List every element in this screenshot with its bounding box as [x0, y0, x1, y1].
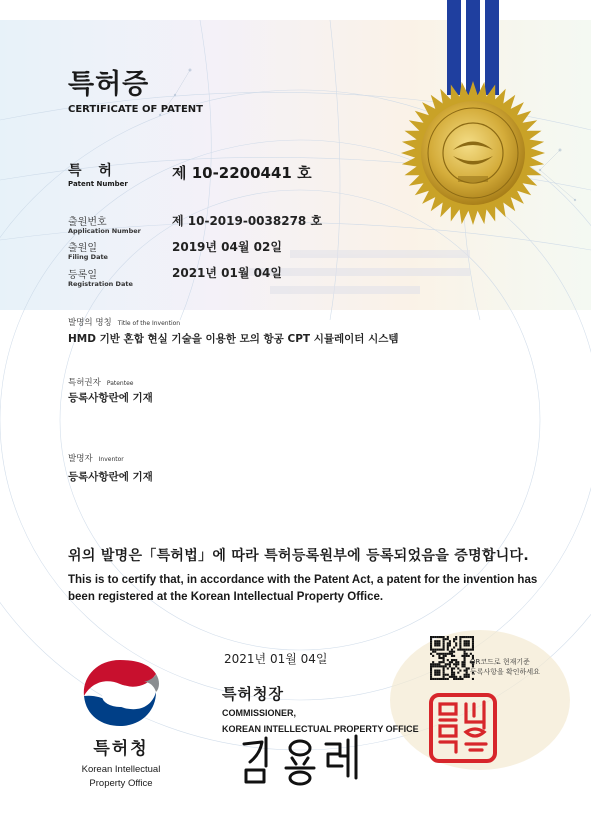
kipo-logo-icon	[72, 656, 168, 730]
certification-statement-en: This is to certify that, in accordance with the Patent Act, a patent for the invention has been registered at the Korean Intellectual Property Office.	[68, 574, 538, 603]
patent-number-label-en: Patent Number	[68, 180, 128, 188]
qr-note-line2: 등록사항을 확인하세요	[470, 668, 540, 676]
invention-title-value: HMD 기반 혼합 현실 기술을 이용한 모의 항공 CPT 시뮬레이터 시스템	[68, 333, 399, 345]
invention-title-label-en: Title of the Invention	[117, 320, 181, 327]
inventor-label	[68, 452, 124, 464]
office-name-ko: 특허청	[93, 739, 149, 759]
patentee-label-en: Patentee	[106, 380, 134, 387]
inventor-label-en: Inventor	[98, 456, 124, 463]
application-number-label-en: Application Number	[68, 227, 141, 235]
certificate-title-ko: 특허증	[68, 69, 150, 100]
patentee-label	[68, 376, 133, 388]
filing-date-label-en: Filing Date	[68, 253, 108, 261]
registration-date-label-ko: 등록일	[68, 270, 97, 281]
invention-title-label	[68, 316, 180, 328]
application-number-value: 제 10-2019-0038278 호	[172, 214, 323, 228]
qr-code[interactable]	[430, 636, 474, 680]
commissioner-title-en-line1: COMMISSIONER,	[222, 708, 297, 718]
patent-number-value: 제 10-2200441 호	[172, 164, 312, 182]
invention-title-label-ko: 발명의 명칭	[68, 318, 112, 328]
application-number-label-ko: 출원번호	[68, 217, 107, 228]
qr-note-line1: QR코드로 현재기준	[470, 658, 530, 666]
commissioner-signature	[236, 730, 386, 790]
registration-date-value: 2021년 01월 04일	[172, 266, 282, 280]
inventor-value: 등록사항란에 기재	[68, 471, 153, 483]
office-name-en-line2: Property Office	[89, 778, 153, 789]
patentee-value: 등록사항란에 기재	[68, 392, 153, 404]
qr-note	[470, 657, 570, 677]
certification-statement-ko: 위의 발명은「특허법」에 따라 특허등록원부에 등록되었음을 증명합니다.	[68, 548, 529, 564]
patentee-label-ko: 특허권자	[68, 378, 101, 388]
certificate-title-en: CERTIFICATE OF PATENT	[68, 104, 203, 115]
commissioner-title-ko: 특허청장	[222, 685, 284, 703]
inventor-label-ko: 발명자	[68, 454, 93, 464]
official-stamp-icon	[428, 692, 498, 764]
filing-date-label-ko: 출원일	[68, 243, 97, 254]
filing-date-value: 2019년 04월 02일	[172, 240, 282, 254]
commissioner-title-en-line2: KOREAN INTELLECTUAL PROPERTY OFFICE	[222, 724, 419, 734]
patent-number-label-ko: 특 허	[68, 163, 118, 179]
gold-seal-icon	[398, 78, 548, 228]
issue-date: 2021년 01월 04일	[224, 652, 328, 666]
office-name-en-line1: Korean Intellectual	[81, 764, 161, 775]
registration-date-label-en: Registration Date	[68, 280, 133, 288]
